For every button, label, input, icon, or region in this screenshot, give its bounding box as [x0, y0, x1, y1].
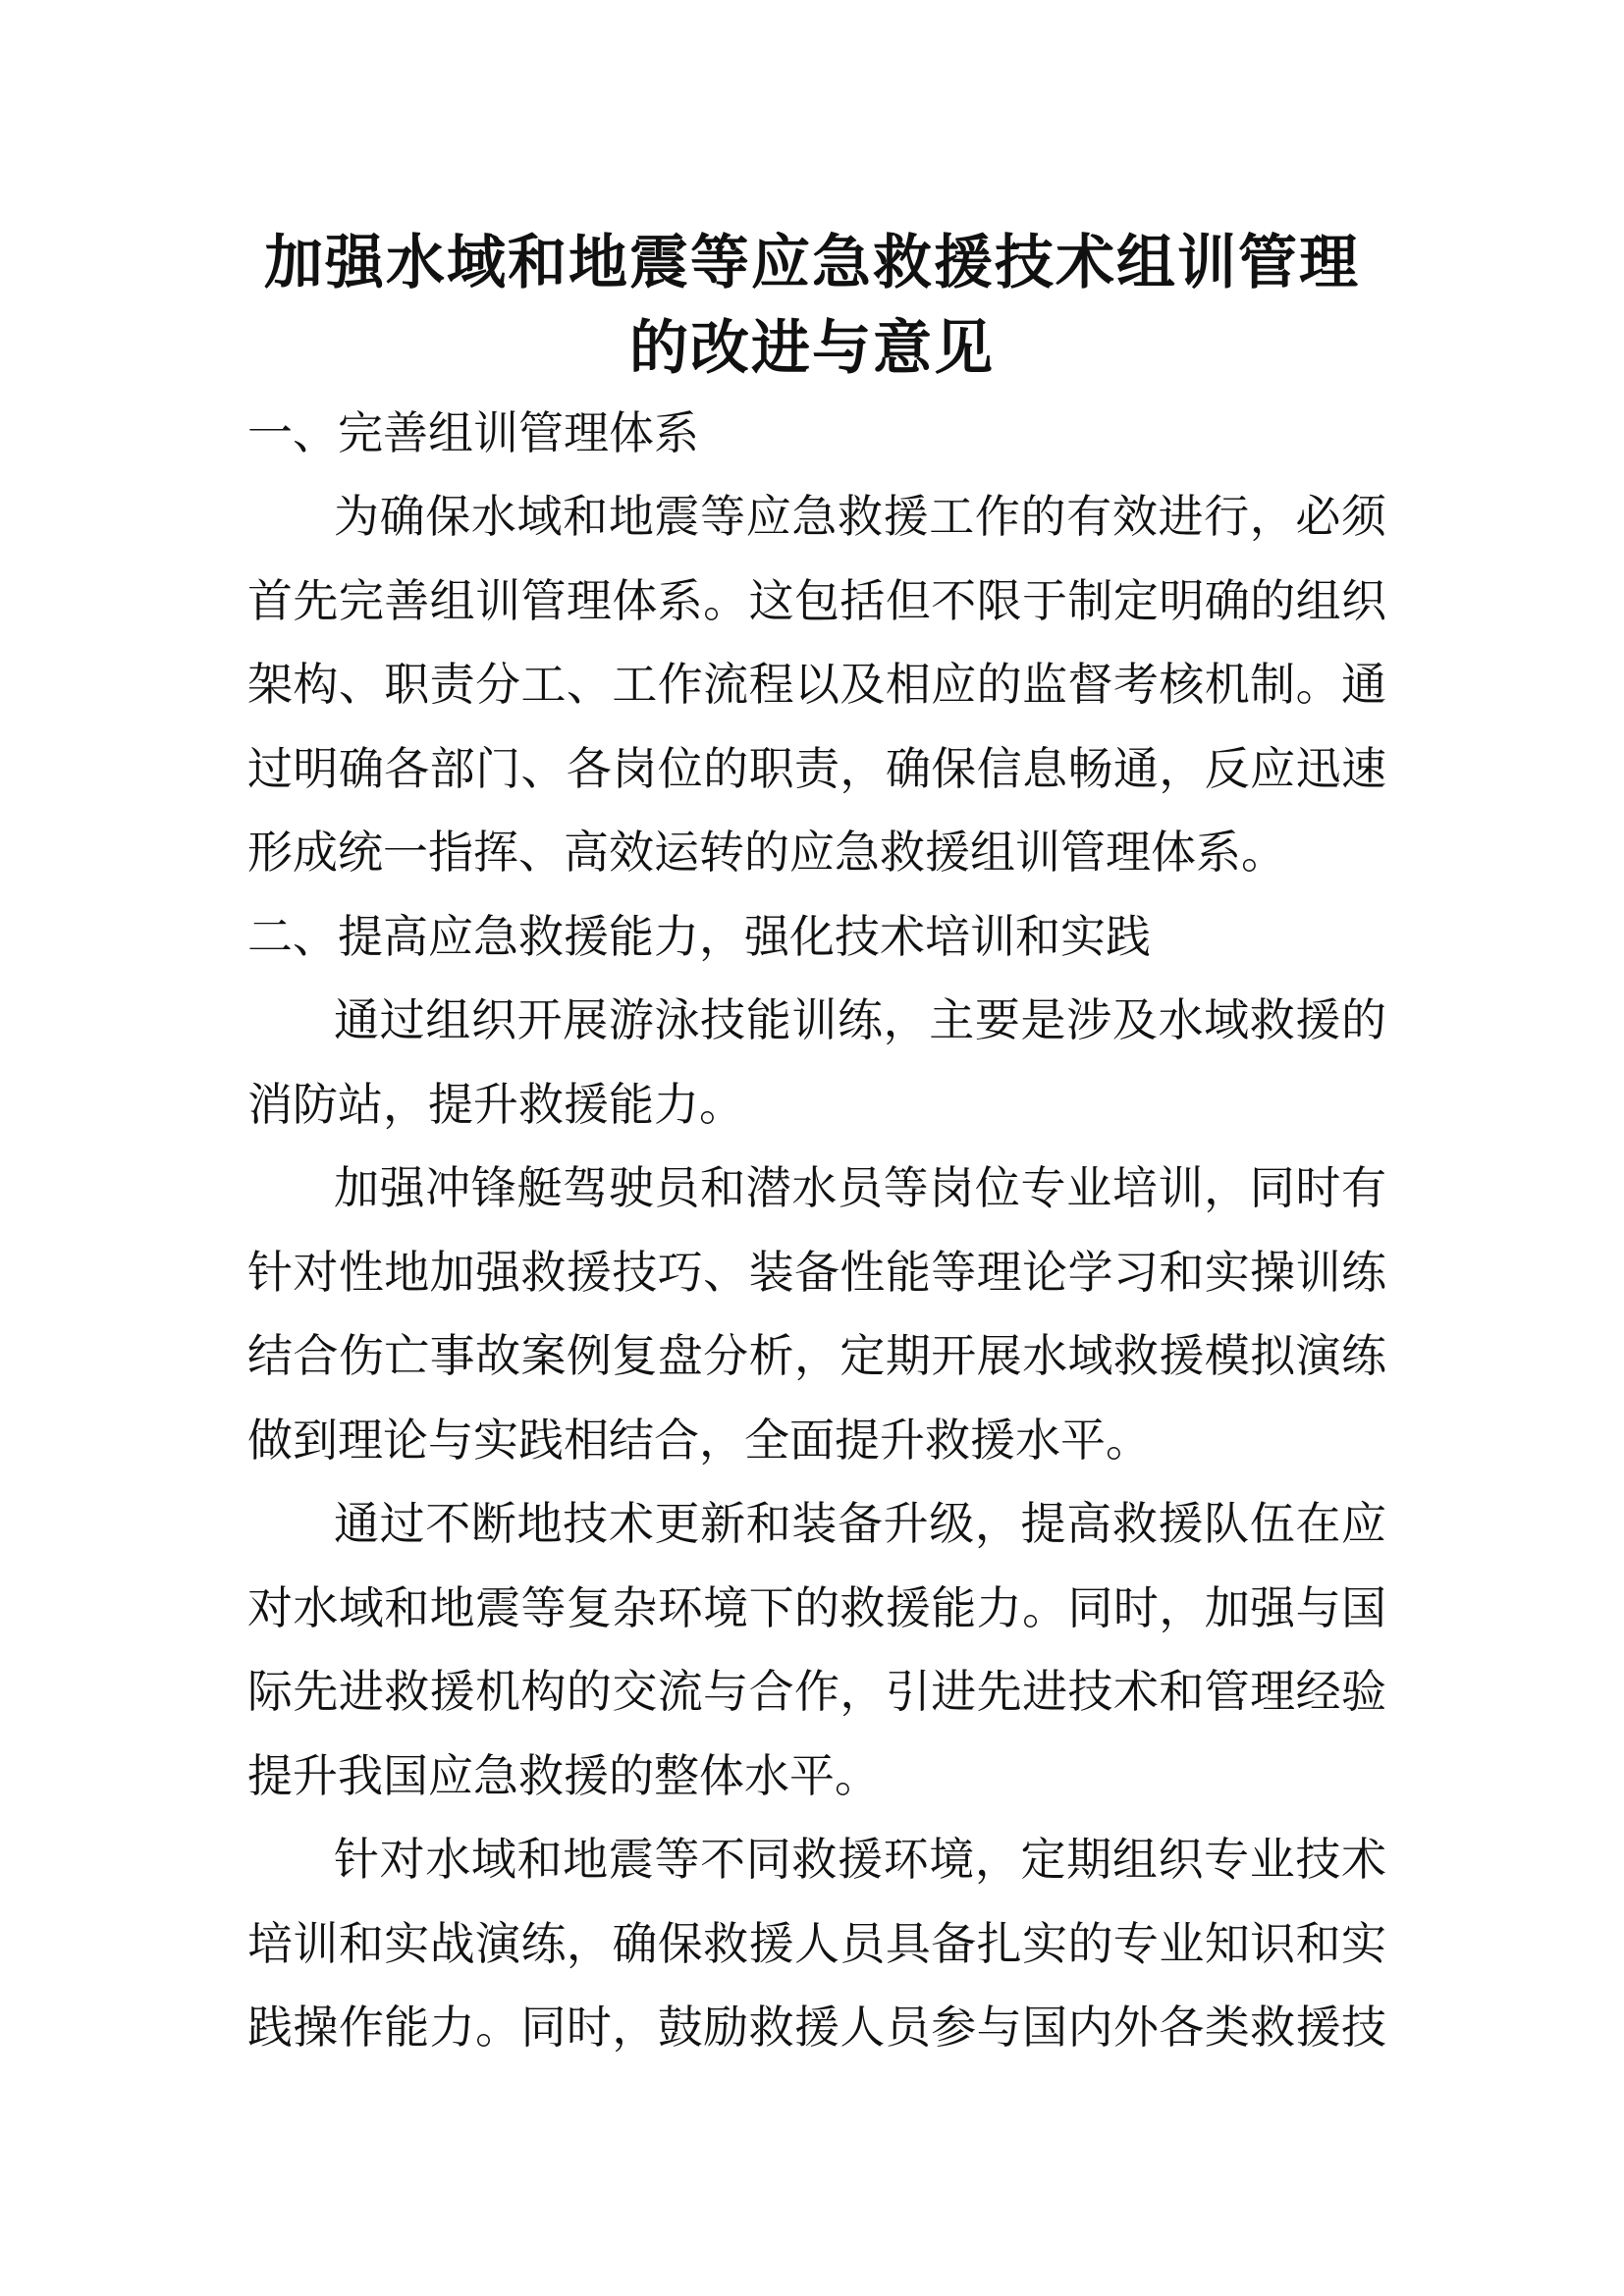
paragraph-line: 过明确各部门、各岗位的职责，确保信息畅通，反应迅速 — [247, 742, 1386, 795]
paragraph-line: 对水域和地震等复杂环境下的救援能力。同时，加强与国 — [247, 1581, 1386, 1634]
paragraph-line: 架构、职责分工、工作流程以及相应的监督考核机制。通 — [247, 658, 1386, 711]
paragraph-line: 首先完善组训管理体系。这包括但不限于制定明确的组织 — [247, 574, 1386, 627]
paragraph-line: 针对水域和地震等不同救援环境，定期组织专业技术 — [334, 1833, 1386, 1886]
section-heading-1: 一、完善组训管理体系 — [247, 406, 699, 459]
paragraph-line: 加强冲锋艇驾驶员和潜水员等岗位专业培训，同时有 — [334, 1161, 1386, 1214]
paragraph-line: 培训和实战演练，确保救援人员具备扎实的专业知识和实 — [247, 1917, 1386, 1970]
paragraph-line: 针对性地加强救援技巧、装备性能等理论学习和实操训练 — [247, 1246, 1386, 1299]
paragraph-line: 通过组织开展游泳技能训练，主要是涉及水域救援的 — [334, 993, 1386, 1046]
paragraph-line: 提升我国应急救援的整体水平。 — [247, 1749, 880, 1802]
document-title-line-2: 的改进与意见 — [629, 314, 995, 383]
paragraph-line: 际先进救援机构的交流与合作，引进先进技术和管理经验 — [247, 1665, 1386, 1718]
section-heading-2: 二、提高应急救援能力，强化技术培训和实践 — [247, 910, 1151, 963]
document-title-line-1: 加强水域和地震等应急救援技术组训管理 — [264, 229, 1360, 297]
paragraph-line: 为确保水域和地震等应急救援工作的有效进行，必须 — [334, 490, 1386, 543]
paragraph-line: 形成统一指挥、高效运转的应急救援组训管理体系。 — [247, 826, 1286, 879]
paragraph-line: 做到理论与实践相结合，全面提升救援水平。 — [247, 1414, 1151, 1467]
paragraph-line: 通过不断地技术更新和装备升级，提高救援队伍在应 — [334, 1497, 1386, 1550]
paragraph-line: 消防站，提升救援能力。 — [247, 1078, 744, 1131]
paragraph-line: 践操作能力。同时，鼓励救援人员参与国内外各类救援技 — [247, 2001, 1386, 2054]
paragraph-line: 结合伤亡事故案例复盘分析，定期开展水域救援模拟演练 — [247, 1329, 1386, 1382]
